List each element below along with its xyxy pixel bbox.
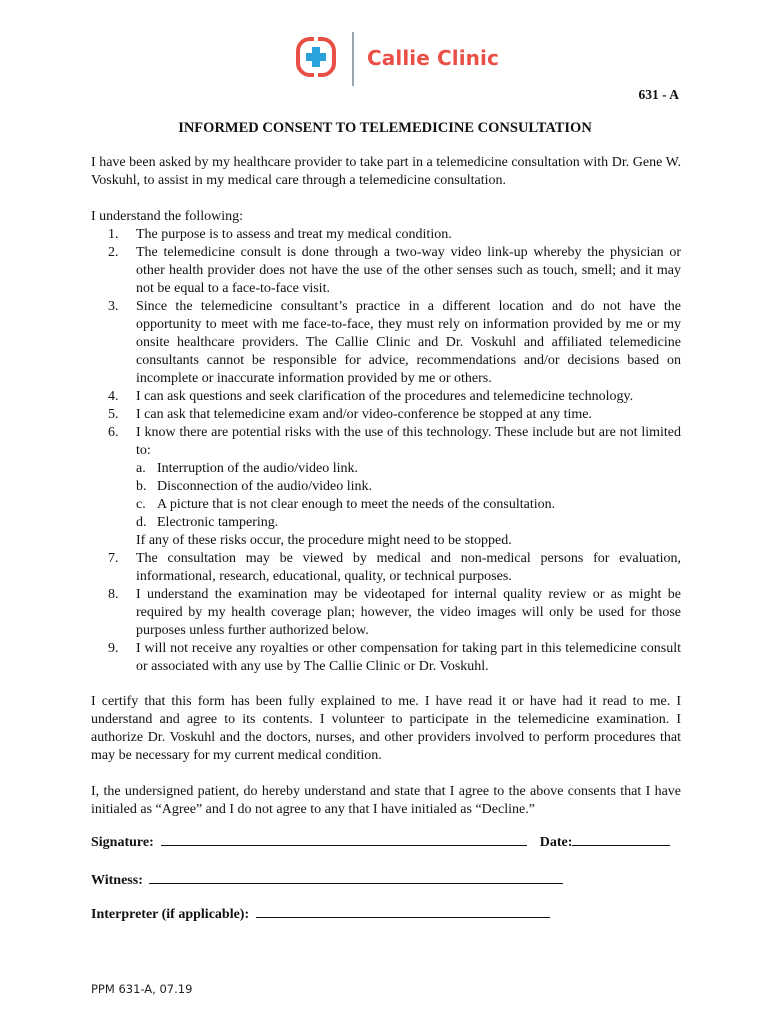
interpreter-row [91,905,550,923]
footer-code: PPM 631-A, 07.19 [91,982,193,996]
consent-list [91,226,681,676]
risk-item: c. A picture that is not clear enough to meet the needs of the consultation. [136,497,556,512]
list-item: 2. The telemedicine consult is done through a two-way video link-up whereby the physician or other health provider does not have the use of the other senses such as touch, smell; and it may not be equal to a face-to-face visit. [108,245,681,296]
risk-item: b. Disconnection of the audio/video link. [136,479,373,494]
risks-note: If any of these risks occur, the procedure might need to be stopped. [136,533,512,548]
date-label: Date: [539,835,573,850]
witness-row [91,871,563,889]
list-item: 8. I understand the examination may be videotaped for internal quality review or as might be required by my health coverage plan; however, the video images will only be used for those purposes unless further authorized below. [108,587,681,638]
risk-item: d. Electronic tampering. [136,515,279,530]
list-item: 5. I can ask that telemedicine exam and/or video-conference be stopped at any time. [108,407,592,422]
list-heading: I understand the following: [91,209,244,224]
date-field[interactable] [572,833,670,846]
document-body [91,154,681,819]
list-item: 3. Since the telemedicine consultant’s practice in a different location and do not have the opportunity to meet with me face-to-face, they must rely on information provided by me or my onsite healthcare providers. The Callie Clinic and Dr. Voskuhl and affiliated telemedicine consultants cannot be responsible for advice, recommendations and/or decisions based on incomplete or inaccurate information provided by me or others. [108,299,681,386]
form-code: 631 - A [638,87,679,102]
list-item: 9. I will not receive any royalties or other compensation for taking part in this telemedicine consult or associated with any use by The Callie Clinic or Dr. Voskuhl. [108,641,681,674]
clinic-name: Callie Clinic [367,46,499,70]
medical-cross-icon [295,36,337,78]
interpreter-field[interactable] [256,905,550,918]
clinic-logo [295,30,515,86]
risk-item: a. Interruption of the audio/video link. [136,461,359,476]
undersigned-paragraph: I, the undersigned patient, do hereby understand and state that I agree to the above consents that I have initialed as “Agree” and I do not agree to any that I have initialed as “Decline.” [91,784,681,817]
document-title: INFORMED CONSENT TO TELEMEDICINE CONSULTATION [178,120,592,136]
intro-paragraph: I have been asked by my healthcare provider to take part in a telemedicine consultation with Dr. Gene W. Voskuhl, to assist in my medical care through a telemedicine consultation. [91,155,681,188]
risk-list [136,460,681,532]
list-item: 6. I know there are potential risks with the use of this technology. These include but are not limited to: a. Interruption of the audio/video link. b. Disconnection of the audio/video link. c. A picture that is not clear enough to meet the needs of the consultation. d. Electronic tampering. If any of these risks occur, the procedure might need to be stopped. [108,425,681,548]
list-item: 1. The purpose is to assess and treat my medical condition. [108,227,452,242]
certify-paragraph: I certify that this form has been fully explained to me. I have read it or have had it read to me. I understand and agree to its contents. I volunteer to participate in the telemedicine examination. I authorize Dr. Voskuhl and the doctors, nurses, and other providers involved to perform procedures that may be necessary for my current medical condition. [91,694,681,763]
signature-row [91,833,670,851]
list-item: 4. I can ask questions and seek clarification of the procedures and telemedicine technology. [108,389,634,404]
witness-field[interactable] [149,871,563,884]
logo-divider [352,32,354,86]
signature-label: Signature: [91,835,154,850]
list-item: 7. The consultation may be viewed by medical and non-medical persons for evaluation, informational, research, educational, quality, or technical purposes. [108,551,681,584]
interpreter-label: Interpreter (if applicable): [91,907,250,922]
witness-label: Witness: [91,873,143,888]
signature-field[interactable] [161,833,527,846]
